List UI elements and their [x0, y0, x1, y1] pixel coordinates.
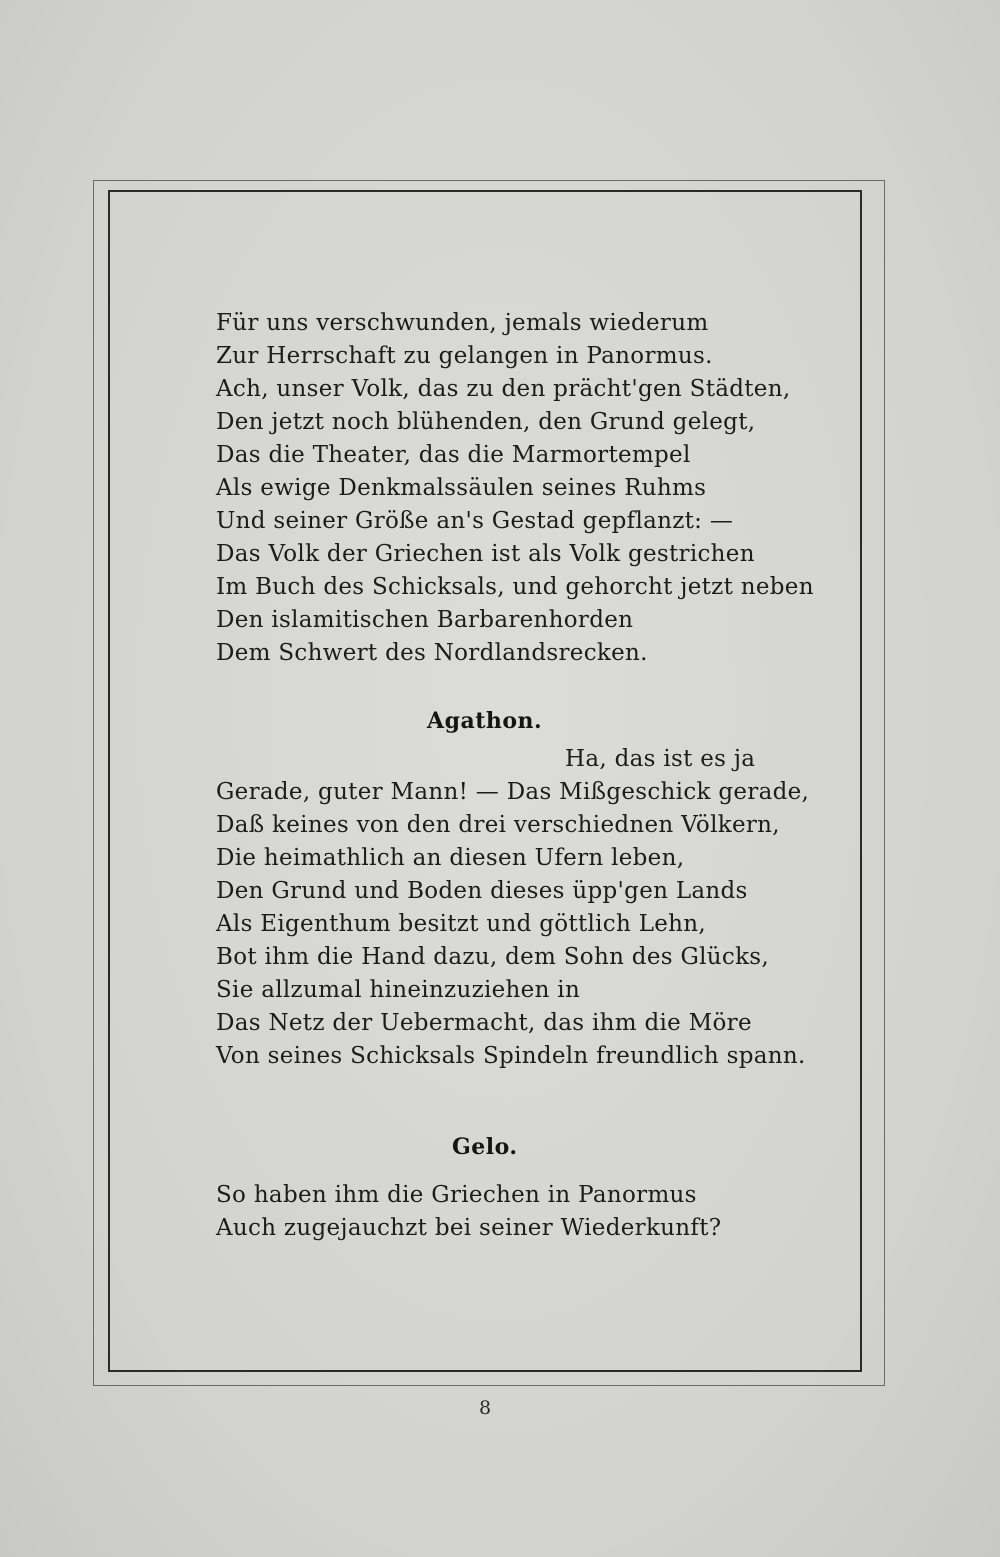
- verse-line: Sie allzumal hineinzuziehen in: [216, 977, 581, 1003]
- verse-line: Dem Schwert des Nordlandsrecken.: [216, 640, 648, 666]
- verse-line: Und seiner Größe an's Gestad gepflanzt: —: [216, 508, 734, 534]
- verse-line: Den islamitischen Barbarenhorden: [216, 607, 634, 633]
- verse-line: Den Grund und Boden dieses üpp'gen Lands: [216, 878, 748, 904]
- verse-line: Als ewige Denkmalssäulen seines Ruhms: [216, 475, 707, 501]
- verse-line: Zur Herrschaft zu gelangen in Panormus.: [216, 343, 713, 369]
- verse-line: Daß keines von den drei verschiednen Völkern,: [216, 812, 780, 838]
- verse-line: Von seines Schicksals Spindeln freundlich spann.: [216, 1043, 806, 1069]
- verse-line: Das Netz der Uebermacht, das ihm die Möre: [216, 1010, 752, 1036]
- verse-line: Das Volk der Griechen ist als Volk gestrichen: [216, 541, 755, 567]
- speaker-name-agathon: Agathon.: [427, 708, 543, 734]
- verse-line: Im Buch des Schicksals, und gehorcht jetzt neben: [216, 574, 814, 600]
- verse-line: Als Eigenthum besitzt und göttlich Lehn,: [216, 911, 707, 937]
- verse-line: Ha, das ist es ja: [565, 746, 756, 772]
- verse-line: Ach, unser Volk, das zu den prächt'gen Städten,: [216, 376, 791, 402]
- verse-line: Den jetzt noch blühenden, den Grund gelegt,: [216, 409, 756, 435]
- speaker-name-gelo: Gelo.: [452, 1134, 518, 1160]
- verse-line: Das die Theater, das die Marmortempel: [216, 442, 691, 468]
- page-number: 8: [478, 1397, 492, 1419]
- verse-line: Die heimathlich an diesen Ufern leben,: [216, 845, 685, 871]
- verse-line: Auch zugejauchzt bei seiner Wiederkunft?: [216, 1215, 722, 1241]
- verse-line: So haben ihm die Griechen in Panormus: [216, 1182, 697, 1208]
- verse-line: Gerade, guter Mann! — Das Mißgeschick gerade,: [216, 779, 810, 805]
- verse-line: Für uns verschwunden, jemals wiederum: [216, 310, 709, 336]
- verse-line: Bot ihm die Hand dazu, dem Sohn des Glücks,: [216, 944, 770, 970]
